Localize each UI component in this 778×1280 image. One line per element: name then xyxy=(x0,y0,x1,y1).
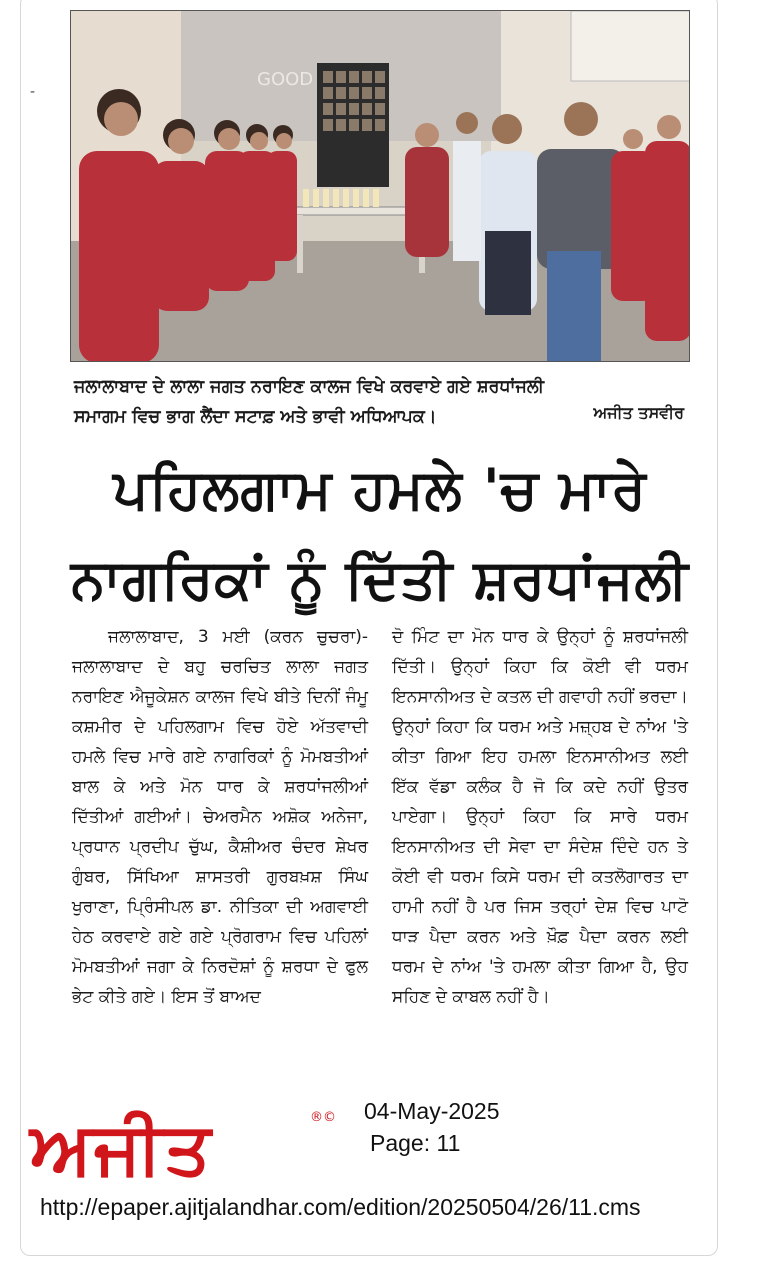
registered-mark: ®© xyxy=(310,1110,336,1125)
banner-text: GOOD xyxy=(257,69,314,90)
ajit-logo: ਅਜੀਤ xyxy=(30,1105,213,1190)
caption-line-2: ਸਮਾਗਮ ਵਿਚ ਭਾਗ ਲੈਂਦਾ ਸਟਾਫ਼ ਅਤੇ ਭਾਵੀ ਅਧਿਆਪਕ। xyxy=(74,407,437,427)
source-url: http://epaper.ajitjalandhar.com/edition/20250504/26/11.cms xyxy=(40,1194,641,1220)
page-number: Page: 11 xyxy=(370,1130,461,1156)
headline-line-2: ਨਾਗਰਿਕਾਂ ਨੂੰ ਦਿੱਤੀ ਸ਼ਰਧਾਂਜਲੀ xyxy=(71,547,689,611)
headline xyxy=(60,444,700,624)
headline-line-1: ਪਹਿਲਗਾਮ ਹਮਲੇ 'ਚ ਮਾਰੇ xyxy=(113,457,647,521)
photo-caption xyxy=(74,372,688,432)
caption-line-1: ਜਲਾਲਾਬਾਦ ਦੇ ਲਾਲਾ ਜਗਤ ਨਰਾਇਣ ਕਾਲਜ ਵਿਖੇ ਕਰਵਾਏ ਗਏ ਸ਼ਰਧਾਂਜਲੀ xyxy=(74,377,544,397)
article-column-right: ਦੋ ਮਿੰਟ ਦਾ ਮੋਨ ਧਾਰ ਕੇ ਉਨ੍ਹਾਂ ਨੂੰ ਸ਼ਰਧਾਂਜਲੀ ਦਿੱਤੀ। ਉਨ੍ਹਾਂ ਕਿਹਾ ਕਿ ਕੋਈ ਵੀ ਧਰਮ ਇਨਸਾਨੀਅਤ ਦੇ ਕਤਲ ਦੀ ਗਵਾਹੀ ਨਹੀਂ ਭਰਦਾ। ਉਨ੍ਹਾਂ ਕਿਹਾ ਕਿ ਧਰਮ ਅਤੇ ਮਜ਼੍ਹਬ ਦੇ ਨਾਂਅ 'ਤੇ ਕੀਤਾ ਗਿਆ ਇਹ ਹਮਲਾ ਇਨਸਾਨੀਅਤ ਲਈ ਇੱਕ ਵੱਡਾ ਕਲੰਕ ਹੈ ਜੋ ਕਿ ਕਦੇ ਨਹੀਂ ਉਤਰ ਪਾਏਗਾ। ਉਨ੍ਹਾਂ ਕਿਹਾ ਕਿ ਸਾਰੇ ਧਰਮ ਇਨਸਾਨੀਅਤ ਦੀ ਸੇਵਾ ਦਾ ਸੰਦੇਸ਼ ਦਿੰਦੇ ਹਨ ਤੇ ਕੋਈ ਵੀ ਧਰਮ ਕਿਸੇ ਧਰਮ ਦੀ ਕਤਲੋਗਾਰਤ ਦਾ ਹਾਮੀ ਨਹੀਂ ਹੈ ਪਰ ਜਿਸ ਤਰ੍ਹਾਂ ਦੇਸ਼ ਵਿਚ ਪਾਟੋ ਧਾੜ ਪੈਦਾ ਕਰਨ ਅਤੇ ਖ਼ੌਫ਼ ਪੈਦਾ ਕਰਨ ਲਈ ਧਰਮ ਦੇ ਨਾਂਅ 'ਤੇ ਹਮਲਾ ਕੀਤਾ ਗਿਆ ਹੈ, ਉਹ ਸਹਿਣ ਦੇ ਕਾਬਲ ਨਹੀਂ ਹੈ। xyxy=(392,627,688,1007)
article-column-left: ਜਲਾਲਾਬਾਦ, 3 ਮਈ (ਕਰਨ ਚੁਚਰਾ)-ਜਲਾਲਾਬਾਦ ਦੇ ਬਹੁ ਚਰਚਿਤ ਲਾਲਾ ਜਗਤ ਨਰਾਇਣ ਐਜੂਕੇਸ਼ਨ ਕਾਲਜ ਵਿਖੇ ਬੀਤੇ ਦਿਨੀਂ ਜੰਮੂ ਕਸ਼ਮੀਰ ਦੇ ਪਹਿਲਗਾਮ ਵਿਚ ਹੋਏ ਅੱਤਵਾਦੀ ਹਮਲੇ ਵਿਚ ਮਾਰੇ ਗਏ ਨਾਗਰਿਕਾਂ ਨੂੰ ਮੋਮਬਤੀਆਂ ਬਾਲ ਕੇ ਅਤੇ ਮੋਨ ਧਾਰ ਕੇ ਸ਼ਰਧਾਂਜਲੀਆਂ ਦਿੱਤੀਆਂ ਗਈਆਂ। ਚੇਅਰਮੈਨ ਅਸ਼ੋਕ ਅਨੇਜਾ, ਪ੍ਰਧਾਨ ਪ੍ਰਦੀਪ ਚੁੱਘ, ਕੈਸ਼ੀਅਰ ਚੰਦਰ ਸ਼ੇਖਰ ਗੁੰਬਰ, ਸਿੱਖਿਆ ਸ਼ਾਸਤਰੀ ਗੁਰਬਖ਼ਸ਼ ਸਿੰਘ ਖੁਰਾਣਾ, ਪ੍ਰਿੰਸੀਪਲ ਡਾ. ਨੀਤਿਕਾ ਦੀ ਅਗਵਾਈ ਹੇਠ ਕਰਵਾਏ ਗਏ ਗਏ ਪ੍ਰੋਗਰਾਮ ਵਿਚ ਪਹਿਲਾਂ ਮੋਮਬਤੀਆਂ ਜਗਾ ਕੇ ਨਿਰਦੋਸ਼ਾਂ ਨੂੰ ਸ਼ਰਧਾ ਦੇ ਫੁਲ ਭੇਟ ਕੀਤੇ ਗਏ। ਇਸ ਤੋਂ ਬਾਅਦ xyxy=(72,627,368,1007)
edition-date: 04-May-2025 xyxy=(364,1098,500,1124)
photo-illustration xyxy=(71,11,690,362)
stray-dash: - xyxy=(30,84,36,100)
news-photo xyxy=(70,10,690,362)
photo-credit: ਅਜੀਤ ਤਸਵੀਰ xyxy=(593,403,684,422)
